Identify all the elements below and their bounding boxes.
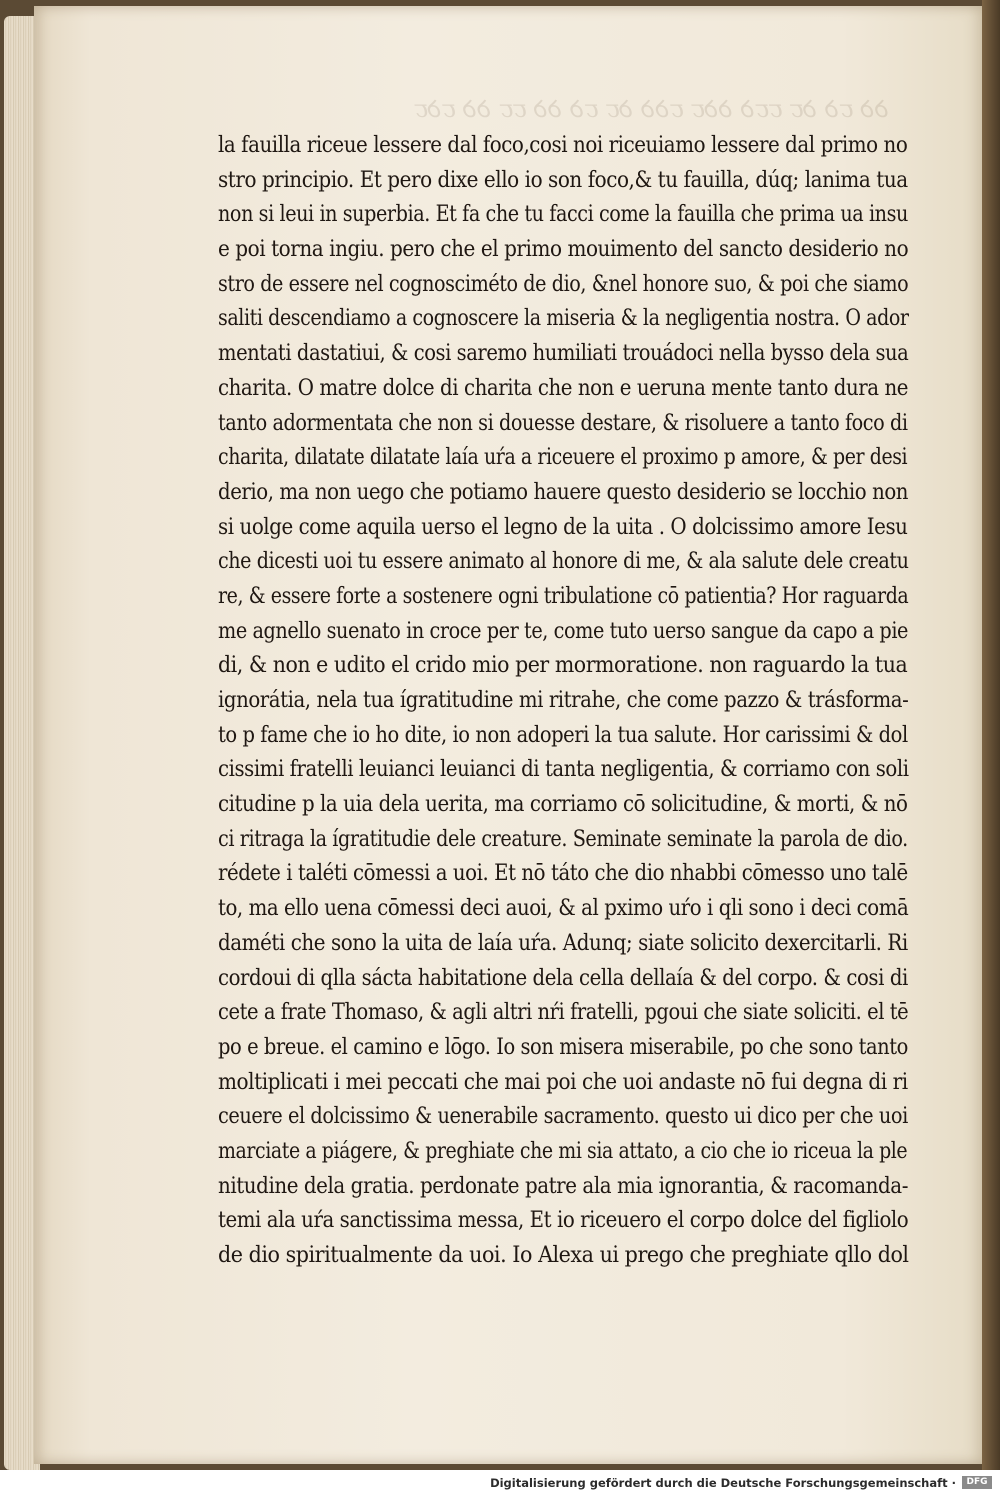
- text-line: moltiplicati i mei peccati che mai poi che uoi andaste nō fui degna di ri: [218, 1068, 908, 1095]
- funding-credit: Digitalisierung gefördert durch die Deutsche Forschungsgemeinschaft ·: [490, 1476, 956, 1490]
- text-line: cete a frate Thomaso, & agli altri nŕi fratelli, pgoui che siate soliciti. el tē: [218, 999, 909, 1026]
- text-line: saliti descendiamo a cognoscere la miseria & la negligentia nostra. O ador: [218, 305, 909, 332]
- text-line: rédete i taléti cōmessi a uoi. Et nō táto che dio nhabbi cōmesso uno talē: [218, 860, 908, 887]
- text-line: to, ma ello uena cōmessi deci auoi, & al pximo uŕo i qli sono i deci comā: [218, 895, 909, 922]
- text-line: temi ala uŕa sanctissima messa, Et io riceuero el corpo dolce del figliolo: [218, 1207, 909, 1234]
- text-line: tanto adormentata che non si douesse destare, & risoluere a tanto foco di: [218, 409, 908, 436]
- text-line: charita, dilatate dilatate laía uŕa a riceuere el proximo p amore, & per desi: [218, 444, 908, 471]
- text-line: cordoui di qlla sácta habitatione dela cella dellaía & del corpo. & cosi di: [218, 964, 908, 991]
- text-line: ignorátia, nela tua ígratitudine mi ritrahe, che come pazzo & trásforma-: [218, 687, 909, 713]
- text-line: stro de essere nel cognosciméto de dio, &nel honore suo, & poi che siamo: [218, 270, 909, 297]
- text-line: di, & non e udito el crido mio per mormoratione. non raguardo la tua: [218, 652, 908, 679]
- text-line: po e breue. el camino e lōgo. Io son misera miserabile, po che sono tanto: [218, 1033, 908, 1060]
- text-line: ci ritraga la ígratitudie dele creature. Seminate seminate la parola de dio.: [218, 825, 908, 852]
- text-line: nitudine dela gratia. perdonate patre ala mia ignorantia, & racomanda-: [218, 1172, 908, 1199]
- text-line: si uolge come aquila uerso el legno de la uita . O dolcissimo amore Iesu: [218, 513, 908, 540]
- text-line: derio, ma non uego che potiamo hauere questo desiderio se locchio non: [218, 478, 909, 505]
- dfg-logo: DFG: [962, 1476, 992, 1489]
- text-line: stro principio. Et pero dixe ello io son foco,& tu fauilla, dúq; lanima tua: [218, 166, 908, 193]
- text-line: daméti che sono la uita de laía uŕa. Adunq; siate solicito dexercitarli. Ri: [218, 929, 908, 956]
- text-line: me agnello suenato in croce per te, come tuto uerso sangue da capo a pie: [218, 617, 909, 644]
- text-line: de dio spiritualmente da uoi. Io Alexa ui prego che preghiate qllo dol: [218, 1242, 909, 1268]
- text-line: marciate a piágere, & preghiate che mi sia attato, a cio che io riceua la ple: [218, 1137, 908, 1164]
- letter-text-block: [218, 128, 918, 1273]
- text-line: re, & essere forte a sostenere ogni tribulatione cō patientia? Hor raguarda: [218, 582, 909, 609]
- show-through-text: ꝺꝺ ꞇꝺ ꝺꞇ ꞇꞇꝺ ꝺꝺꞇ ꞇꝺꝺ ꝺꞇ ꞇꝺ ꝺꝺ ꞇꞇ ꝺꝺ ꞇꝺꞇ: [414, 95, 890, 122]
- text-line: cissimi fratelli leuianci leuianci di tanta negligentia, & corriamo con soli: [218, 756, 909, 783]
- text-line: la fauilla riceue lessere dal foco,cosi noi riceuiamo lessere dal primo no: [218, 132, 908, 158]
- digitization-footer: [0, 1470, 1000, 1496]
- text-line: ceuere el dolcissimo & uenerabile sacramento. questo ui dico per che uoi: [218, 1103, 908, 1130]
- text-line: citudine p la uia dela uerita, ma corriamo cō solicitudine, & morti, & nō: [218, 791, 908, 818]
- text-line: non si leui in superbia. Et fa che tu facci come la fauilla che prima ua insu: [218, 201, 908, 228]
- book-binding: [982, 0, 1000, 1470]
- text-line: mentati dastatiui, & cosi saremo humiliati trouádoci nella bysso dela sua: [218, 340, 909, 367]
- text-line: e poi torna ingiu. pero che el primo mouimento del sancto desiderio no: [218, 236, 909, 263]
- text-line: charita. O matre dolce di charita che non e ueruna mente tanto dura ne: [218, 374, 909, 401]
- text-line: to p fame che io ho dite, io non adoperi la tua salute. Hor carissimi & dol: [218, 721, 908, 748]
- text-line: che dicesti uoi tu essere animato al honore di me, & ala salute dele creatu: [218, 548, 909, 575]
